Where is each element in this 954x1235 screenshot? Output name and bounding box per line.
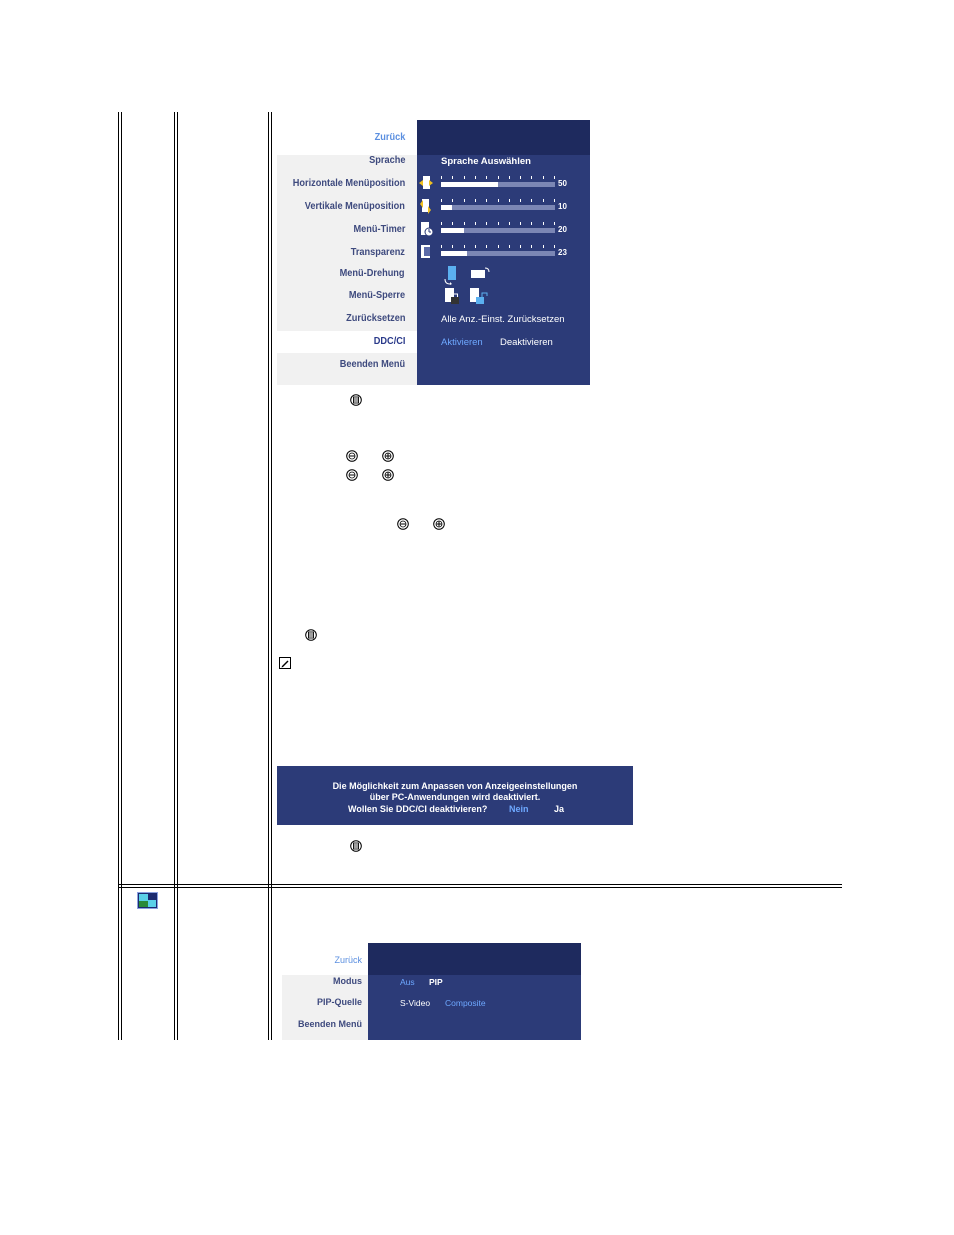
dialog-no-button[interactable]: Nein bbox=[509, 804, 529, 814]
menu-item-lock[interactable]: Menü-Sperre bbox=[348, 290, 405, 301]
transparency-icon bbox=[419, 244, 433, 260]
pip-menu-item-mode[interactable]: Modus bbox=[333, 976, 362, 986]
pip-mode-pip-option[interactable]: PIP bbox=[429, 977, 443, 987]
reset-value[interactable]: Alle Anz.-Einst. Zurücksetzen bbox=[441, 314, 565, 325]
pip-source-svideo-option[interactable]: S-Video bbox=[400, 998, 431, 1008]
pip-menu-item-back[interactable]: Zurück bbox=[334, 955, 362, 965]
table-row-divider-2 bbox=[118, 887, 842, 888]
menu-item-exit[interactable]: Beenden Menü bbox=[339, 359, 405, 370]
table-border-left-outer bbox=[118, 112, 119, 1040]
plus-button-icon bbox=[382, 450, 394, 462]
plus-button-icon bbox=[382, 469, 394, 481]
osd-pip-header bbox=[368, 943, 581, 975]
menu-item-rotation[interactable]: Menü-Drehung bbox=[340, 268, 405, 279]
dialog-question: Wollen Sie DDC/CI deaktivieren? bbox=[348, 804, 488, 814]
minus-button-icon bbox=[346, 469, 358, 481]
ddc-activate-option[interactable]: Aktivieren bbox=[441, 337, 483, 348]
table-border-left-inner bbox=[121, 112, 122, 1040]
pip-mode-off-option[interactable]: Aus bbox=[400, 977, 415, 987]
vertical-position-value: 10 bbox=[558, 202, 567, 211]
note-pencil-icon bbox=[279, 657, 291, 669]
horizontal-position-slider[interactable] bbox=[441, 182, 555, 187]
table-column-divider-2 bbox=[177, 112, 178, 1040]
menu-item-horizontal-position[interactable]: Horizontale Menüposition bbox=[292, 178, 405, 189]
menu-button-icon bbox=[305, 629, 317, 641]
menu-item-ddc-ci[interactable]: DDC/CI bbox=[373, 336, 405, 347]
menu-item-transparency[interactable]: Transparenz bbox=[350, 247, 405, 258]
menu-button-icon bbox=[350, 840, 362, 852]
vertical-position-slider[interactable] bbox=[441, 205, 555, 210]
rotation-portrait-icon[interactable] bbox=[444, 265, 458, 285]
pip-source-composite-option[interactable]: Composite bbox=[445, 998, 486, 1008]
horizontal-position-ticks bbox=[441, 176, 555, 180]
menu-item-language[interactable]: Sprache bbox=[368, 155, 405, 166]
timer-slider[interactable] bbox=[441, 228, 555, 233]
pip-menu-item-source[interactable]: PIP-Quelle bbox=[316, 997, 362, 1007]
table-row-divider bbox=[118, 884, 842, 885]
transparency-slider[interactable] bbox=[441, 251, 555, 256]
ddc-deactivate-option[interactable]: Deaktivieren bbox=[500, 337, 553, 348]
table-column-divider-3 bbox=[268, 112, 269, 1040]
rotation-landscape-icon[interactable] bbox=[470, 267, 490, 281]
menu-item-menu-timer[interactable]: Menü-Timer bbox=[353, 224, 405, 235]
menu-item-back[interactable]: Zurück bbox=[374, 132, 405, 143]
table-column-divider-4 bbox=[271, 112, 272, 1040]
pip-menu-item-exit[interactable]: Beenden Menü bbox=[297, 1019, 362, 1029]
minus-button-icon bbox=[346, 450, 358, 462]
table-column-divider-1 bbox=[174, 112, 175, 1040]
menu-button-icon bbox=[350, 394, 362, 406]
timer-value: 20 bbox=[558, 225, 567, 234]
menu-item-reset[interactable]: Zurücksetzen bbox=[345, 313, 405, 324]
menu-item-vertical-position[interactable]: Vertikale Menüposition bbox=[304, 201, 405, 212]
lock-icon[interactable] bbox=[444, 287, 460, 305]
unlock-icon[interactable] bbox=[469, 287, 489, 305]
plus-button-icon bbox=[433, 518, 445, 530]
transparency-value: 23 bbox=[558, 248, 567, 257]
pip-icon bbox=[137, 892, 158, 909]
timer-icon bbox=[419, 221, 433, 237]
vertical-position-ticks bbox=[441, 199, 555, 203]
language-value: Sprache Auswählen bbox=[441, 156, 531, 167]
timer-ticks bbox=[441, 222, 555, 226]
osd-menu-pip bbox=[282, 943, 581, 1040]
minus-button-icon bbox=[397, 518, 409, 530]
dialog-line-1: Die Möglichkeit zum Anpassen von Anzeigeeinstellungen bbox=[332, 781, 578, 791]
horizontal-position-icon bbox=[419, 175, 433, 191]
osd-menu-settings bbox=[277, 120, 590, 385]
vertical-position-icon bbox=[419, 198, 433, 214]
ddc-ci-dialog bbox=[277, 766, 633, 825]
osd-menu-header bbox=[417, 120, 590, 155]
dialog-yes-button[interactable]: Ja bbox=[554, 804, 565, 814]
transparency-ticks bbox=[441, 245, 555, 249]
horizontal-position-value: 50 bbox=[558, 179, 567, 188]
dialog-line-2: über PC-Anwendungen wird deaktiviert. bbox=[369, 792, 541, 802]
